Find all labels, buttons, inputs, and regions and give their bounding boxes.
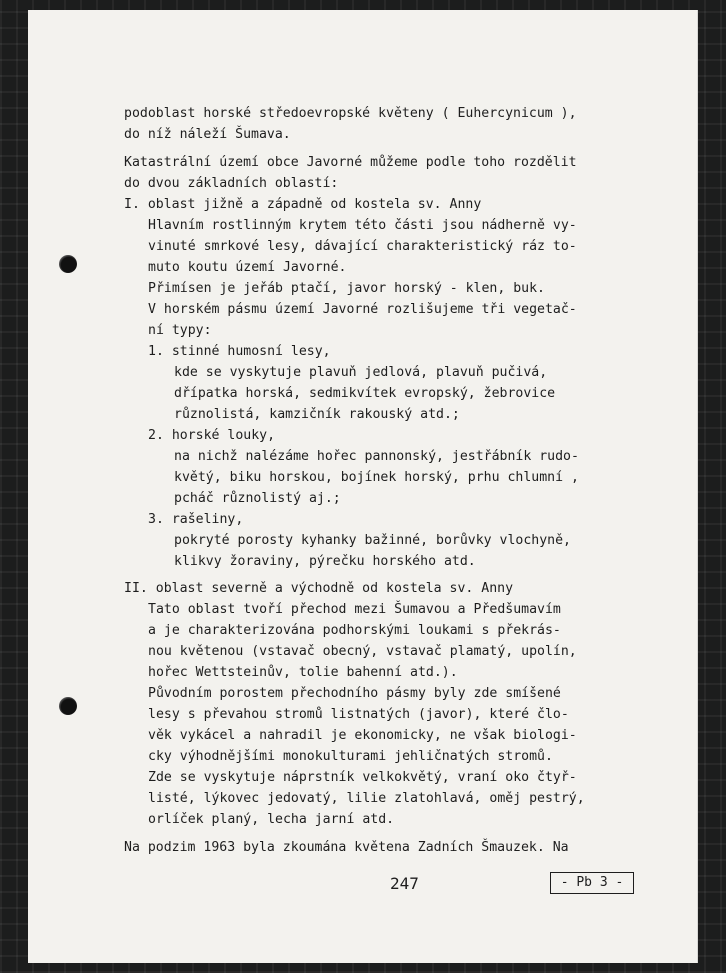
text-line: Původním porostem přechodního pásmy byly zde smíšené	[148, 686, 561, 701]
text-line: kde se vyskytuje plavuň jedlová, plavuň pučivá,	[174, 365, 548, 380]
text-line: listé, lýkovec jedovatý, lilie zlatohlavá, oměj pestrý,	[148, 791, 585, 806]
text-line: lesy s převahou stromů listnatých (javor), které člo-	[148, 707, 569, 722]
punch-hole-upper	[59, 255, 77, 273]
text-line: Katastrální území obce Javorné můžeme podle toho rozdělit	[124, 155, 577, 170]
text-line: do dvou základních oblastí:	[124, 176, 339, 191]
text-line: nou květenou (vstavač obecný, vstavač plamatý, upolín,	[148, 644, 577, 659]
text-line: Zde se vyskytuje náprstník velkokvětý, vraní oko čtyř-	[148, 770, 577, 785]
text-line: muto koutu území Javorné.	[148, 260, 347, 275]
punch-hole-lower	[59, 697, 77, 715]
text-line: Na podzim 1963 byla zkoumána květena Zadních Šmauzek. Na	[124, 840, 569, 855]
text-line: do níž náleží Šumava.	[124, 127, 291, 142]
text-line: 1. stinné humosní lesy,	[148, 344, 331, 359]
text-line: Přimísen je jeřáb ptačí, javor horský - klen, buk.	[148, 281, 545, 296]
text-line: hořec Wettsteinův, tolie bahenní atd.).	[148, 665, 458, 680]
text-line: pokryté porosty kyhanky bažinné, borůvky vlochyně,	[174, 533, 571, 548]
text-line: 2. horské louky,	[148, 428, 276, 443]
text-line: věk vykácel a nahradil je ekonomicky, ne však biologi-	[148, 728, 577, 743]
text-line: I. oblast jižně a západně od kostela sv. Anny	[124, 197, 482, 212]
text-line: cky výhodnějšími monokulturami jehličnatých stromů.	[148, 749, 553, 764]
text-line: Hlavním rostlinným krytem této části jsou nádherně vy-	[148, 218, 577, 233]
text-line: orlíček planý, lecha jarní atd.	[148, 812, 395, 827]
text-line: 3. rašeliny,	[148, 512, 244, 527]
text-line: na nichž nalézáme hořec pannonský, jestřábník rudo-	[174, 449, 579, 464]
page-number: 247	[390, 874, 419, 893]
text-line: dřípatka horská, sedmikvítek evropský, žebrovice	[174, 386, 556, 401]
text-line: podoblast horské středoevropské květeny ( Euhercynicum ),	[124, 106, 577, 121]
page-reference-box: - Pb 3 -	[550, 872, 634, 894]
text-line: II. oblast severně a východně od kostela sv. Anny	[124, 581, 514, 596]
text-line: V horském pásmu území Javorné rozlišujeme tři vegetač-	[148, 302, 577, 317]
text-line: klikvy žoraviny, pýrečku horského atd.	[174, 554, 476, 569]
text-line: různolistá, kamzičník rakouský atd.;	[174, 407, 460, 422]
text-line: a je charakterizována podhorskými loukami s překrás-	[148, 623, 561, 638]
text-line: pcháč různolistý aj.;	[174, 491, 341, 506]
text-line: Tato oblast tvoří přechod mezi Šumavou a Předšumavím	[148, 602, 561, 617]
text-line: ní typy:	[148, 323, 212, 338]
text-line: vinuté smrkové lesy, dávající charakteristický ráz to-	[148, 239, 577, 254]
text-line: květý, biku horskou, bojínek horský, prhu chlumní ,	[174, 470, 579, 485]
